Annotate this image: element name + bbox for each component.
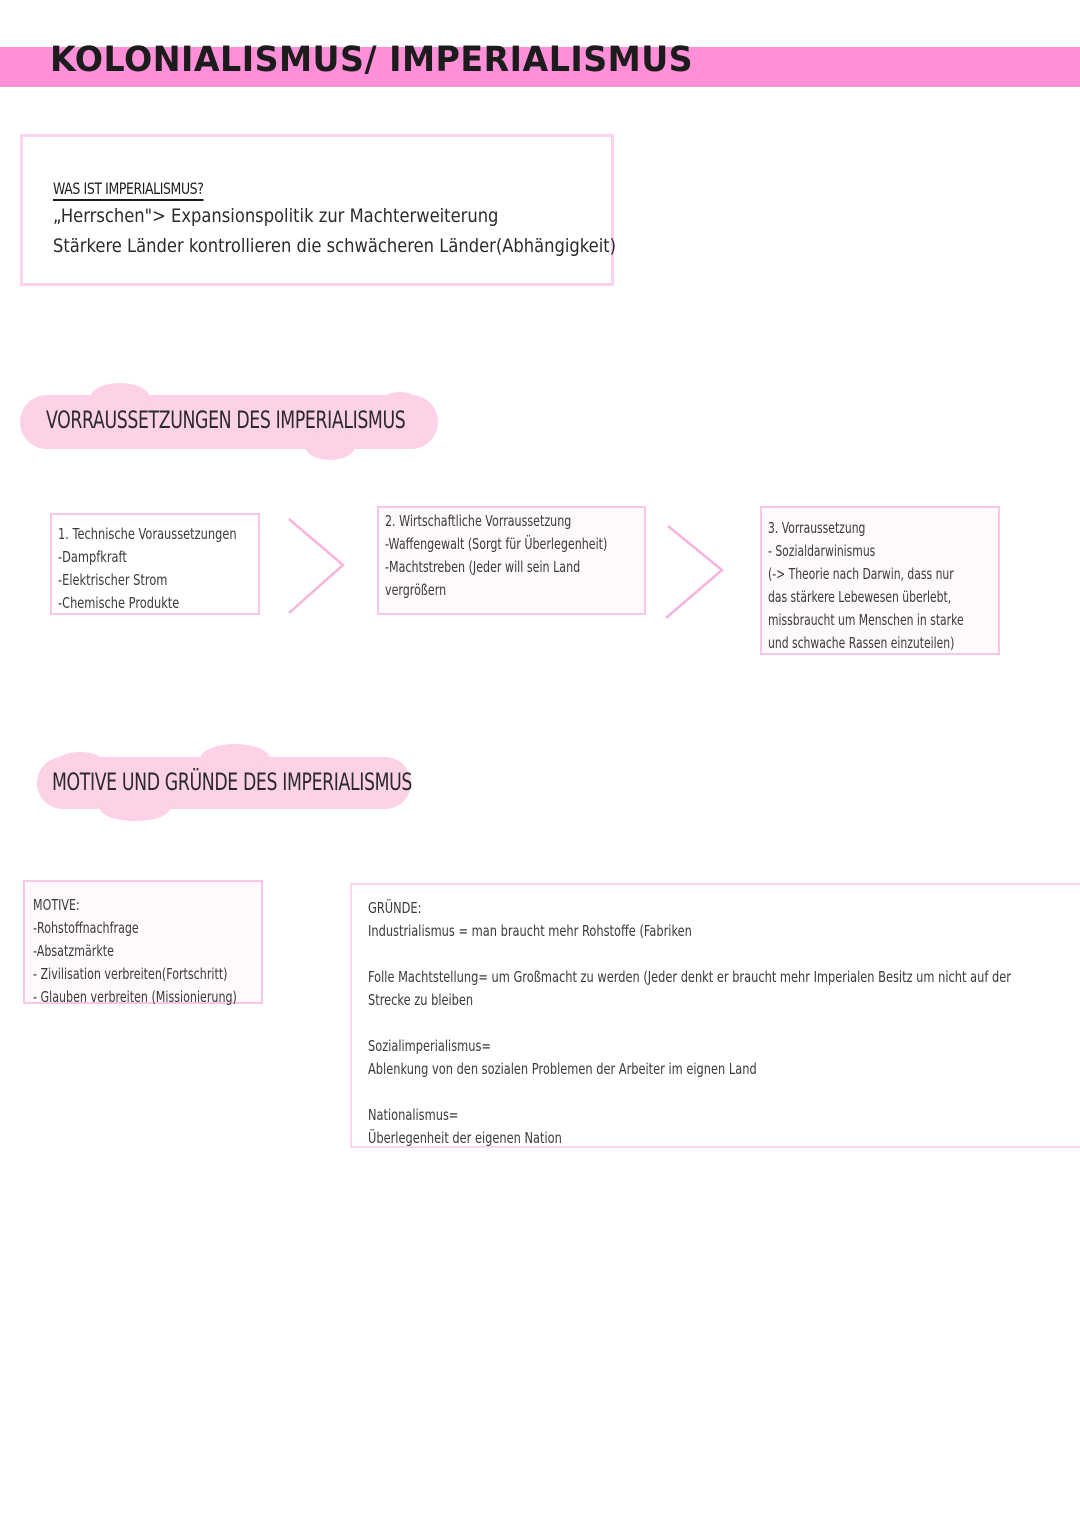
step-line: missbraucht um Menschen in starke: [768, 611, 964, 629]
motive-item: -Absatzmärkte: [33, 942, 114, 960]
gruende-text: Überlegenheit der eigenen Nation: [368, 1129, 562, 1147]
page-title: KOLONIALISMUS/ IMPERIALISMUS: [50, 40, 694, 80]
definition-line: Stärkere Länder kontrollieren die schwächeren Länder(Abhängigkeit): [53, 235, 617, 257]
step-line: - Sozialdarwinismus: [768, 542, 876, 560]
gruende-text: Sozialimperialismus=: [368, 1037, 491, 1055]
gruende-box: [350, 883, 1080, 1148]
gruende-text: Industrialismus = man braucht mehr Rohstoffe (Fabriken: [368, 922, 692, 940]
step-line: und schwache Rassen einzuteilen): [768, 634, 955, 652]
gruende-heading: GRÜNDE:: [368, 899, 422, 917]
motive-heading: MOTIVE:: [33, 896, 80, 914]
step-line: 1. Technische Voraussetzungen: [58, 525, 237, 543]
gruende-text: Strecke zu bleiben: [368, 991, 474, 1009]
gruende-text: Ablenkung von den sozialen Problemen der Arbeiter im eignen Land: [368, 1060, 757, 1078]
definition-box: [20, 134, 617, 286]
chevron-right-icon: [283, 515, 349, 617]
motive-item: - Glauben verbreiten (Missionierung): [33, 988, 237, 1006]
motive-item: -Rohstoffnachfrage: [33, 919, 139, 937]
step-line: vergrößern: [385, 581, 447, 599]
motive-item: - Zivilisation verbreiten(Fortschritt): [33, 965, 228, 983]
motive-box: [23, 880, 263, 1004]
step-line: das stärkere Lebewesen überlebt,: [768, 588, 952, 606]
step-line: -Dampfkraft: [58, 548, 127, 566]
step-line: 3. Vorraussetzung: [768, 519, 866, 537]
section1-heading: VORRAUSSETZUNGEN DES IMPERIALISMUS: [46, 406, 406, 434]
chevron-right-icon: [660, 522, 728, 622]
gruende-text: Folle Machtstellung= um Großmacht zu werden (Jeder denkt er braucht mehr Imperialen Besitz um nicht auf der: [368, 968, 1011, 986]
gruende-text: Nationalismus=: [368, 1106, 459, 1124]
section2-heading: MOTIVE UND GRÜNDE DES IMPERIALISMUS: [52, 768, 413, 796]
step-line: -Chemische Produkte: [58, 594, 180, 612]
step-box-1: [50, 513, 260, 615]
definition-line: „Herrschen"> Expansionspolitik zur Machterweiterung: [53, 205, 499, 227]
step-line: 2. Wirtschaftliche Vorraussetzung: [385, 512, 572, 530]
step-line: -Machtstreben (Jeder will sein Land: [385, 558, 581, 576]
step-line: -Elektrischer Strom: [58, 571, 168, 589]
step-box-3: [760, 506, 1000, 655]
definition-heading: WAS IST IMPERIALISMUS?: [53, 179, 203, 201]
step-box-2: [377, 506, 646, 615]
step-line: (-> Theorie nach Darwin, dass nur: [768, 565, 954, 583]
step-line: -Waffengewalt (Sorgt für Überlegenheit): [385, 535, 608, 553]
